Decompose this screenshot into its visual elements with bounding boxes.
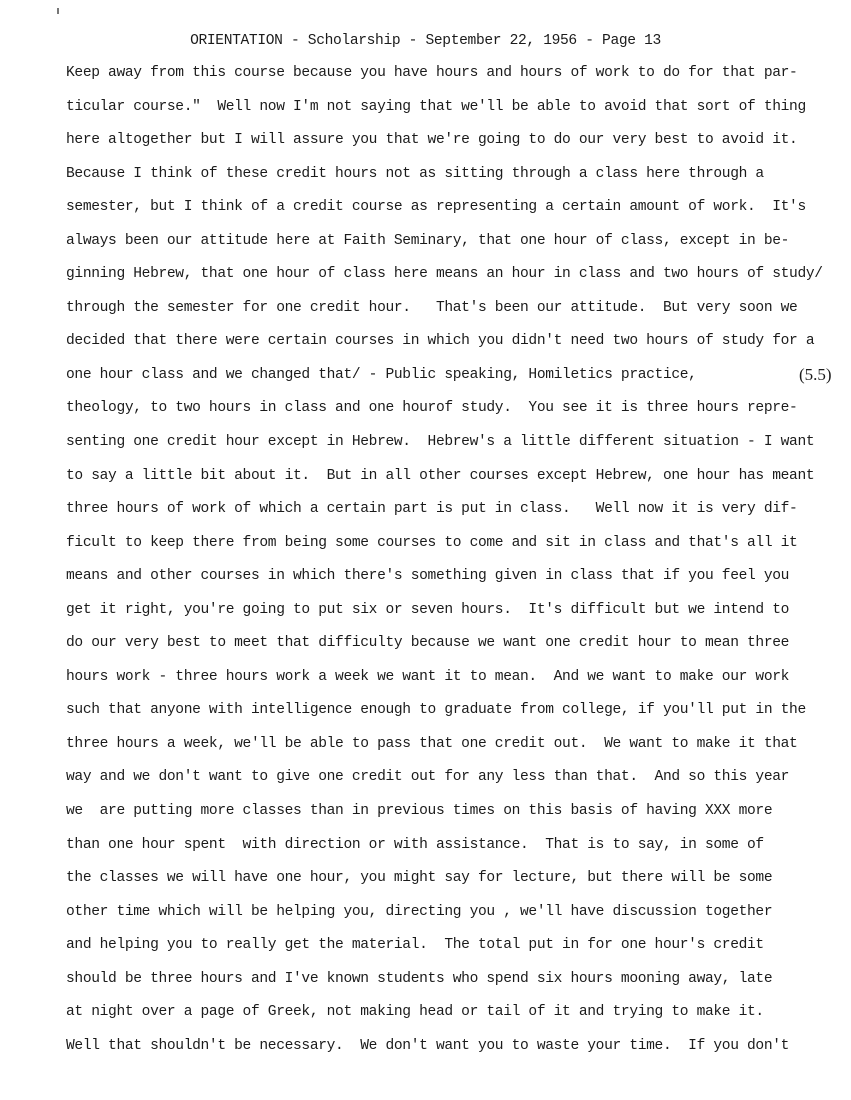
text-line: should be three hours and I've known students who spend six hours mooning away, late	[66, 970, 773, 987]
text-line: senting one credit hour except in Hebrew. Hebrew's a little different situation - I want	[66, 434, 815, 451]
text-line: we are putting more classes than in previous times on this basis of having XXX more	[66, 803, 773, 820]
text-line: Because I think of these credit hours not as sitting through a class here through a	[66, 165, 764, 182]
text-line: three hours of work of which a certain part is put in class. Well now it is very dif-	[66, 501, 798, 518]
text-line: three hours a week, we'll be able to pass that one credit out. We want to make it that	[66, 735, 798, 752]
text-line: and helping you to really get the material. The total put in for one hour's credit	[66, 937, 764, 954]
margin-note: (5.5)	[799, 365, 832, 384]
text-line: do our very best to meet that difficulty because we want one credit hour to mean three	[66, 635, 790, 652]
page-header: ORIENTATION - Scholarship - September 22, 1956 - Page 13	[190, 33, 661, 49]
text-line: the classes we will have one hour, you might say for lecture, but there will be some	[66, 870, 773, 887]
text-line: get it right, you're going to put six or seven hours. It's difficult but we intend to	[66, 601, 790, 618]
text-line: ficult to keep there from being some courses to come and sit in class and that's all it	[66, 534, 798, 551]
text-line: through the semester for one credit hour. That's been our attitude. But very soon we	[66, 299, 798, 316]
text-line: decided that there were certain courses in which you didn't need two hours of study for a	[66, 333, 815, 350]
text-line: way and we don't want to give one credit out for any less than that. And so this year	[66, 769, 790, 786]
text-line: means and other courses in which there's something given in class that if you feel you	[66, 568, 790, 585]
text-line: here altogether but I will assure you that we're going to do our very best to avoid it.	[66, 132, 798, 149]
text-line: to say a little bit about it. But in all other courses except Hebrew, one hour has meant	[66, 467, 815, 484]
text-line: such that anyone with intelligence enough to graduate from college, if you'll put in the	[66, 702, 806, 719]
text-line: Well that shouldn't be necessary. We don't want you to waste your time. If you don't	[66, 1037, 790, 1054]
document-body	[66, 63, 836, 1069]
text-line: Keep away from this course because you have hours and hours of work to do for that par-	[66, 65, 798, 81]
text-line: ginning Hebrew, that one hour of class here means an hour in class and two hours of study/	[66, 266, 823, 283]
text-line: hours work - three hours work a week we want it to mean. And we want to make our work	[66, 668, 790, 685]
text-line: than one hour spent with direction or with assistance. That is to say, in some of	[66, 836, 764, 853]
text-line: semester, but I think of a credit course as representing a certain amount of work. It's	[66, 199, 806, 216]
text-line: one hour class and we changed that/ - Public speaking, Homiletics practice,	[66, 366, 697, 383]
text-line: theology, to two hours in class and one hourof study. You see it is three hours repre-	[66, 400, 798, 417]
text-line: other time which will be helping you, directing you , we'll have discussion together	[66, 903, 773, 920]
text-line: always been our attitude here at Faith Seminary, that one hour of class, except in be-	[66, 232, 790, 249]
text-line: at night over a page of Greek, not making head or tail of it and trying to make it.	[66, 1004, 764, 1021]
text-line: ticular course." Well now I'm not saying that we'll be able to avoid that sort of thing	[66, 98, 806, 115]
scan-mark	[57, 8, 59, 14]
